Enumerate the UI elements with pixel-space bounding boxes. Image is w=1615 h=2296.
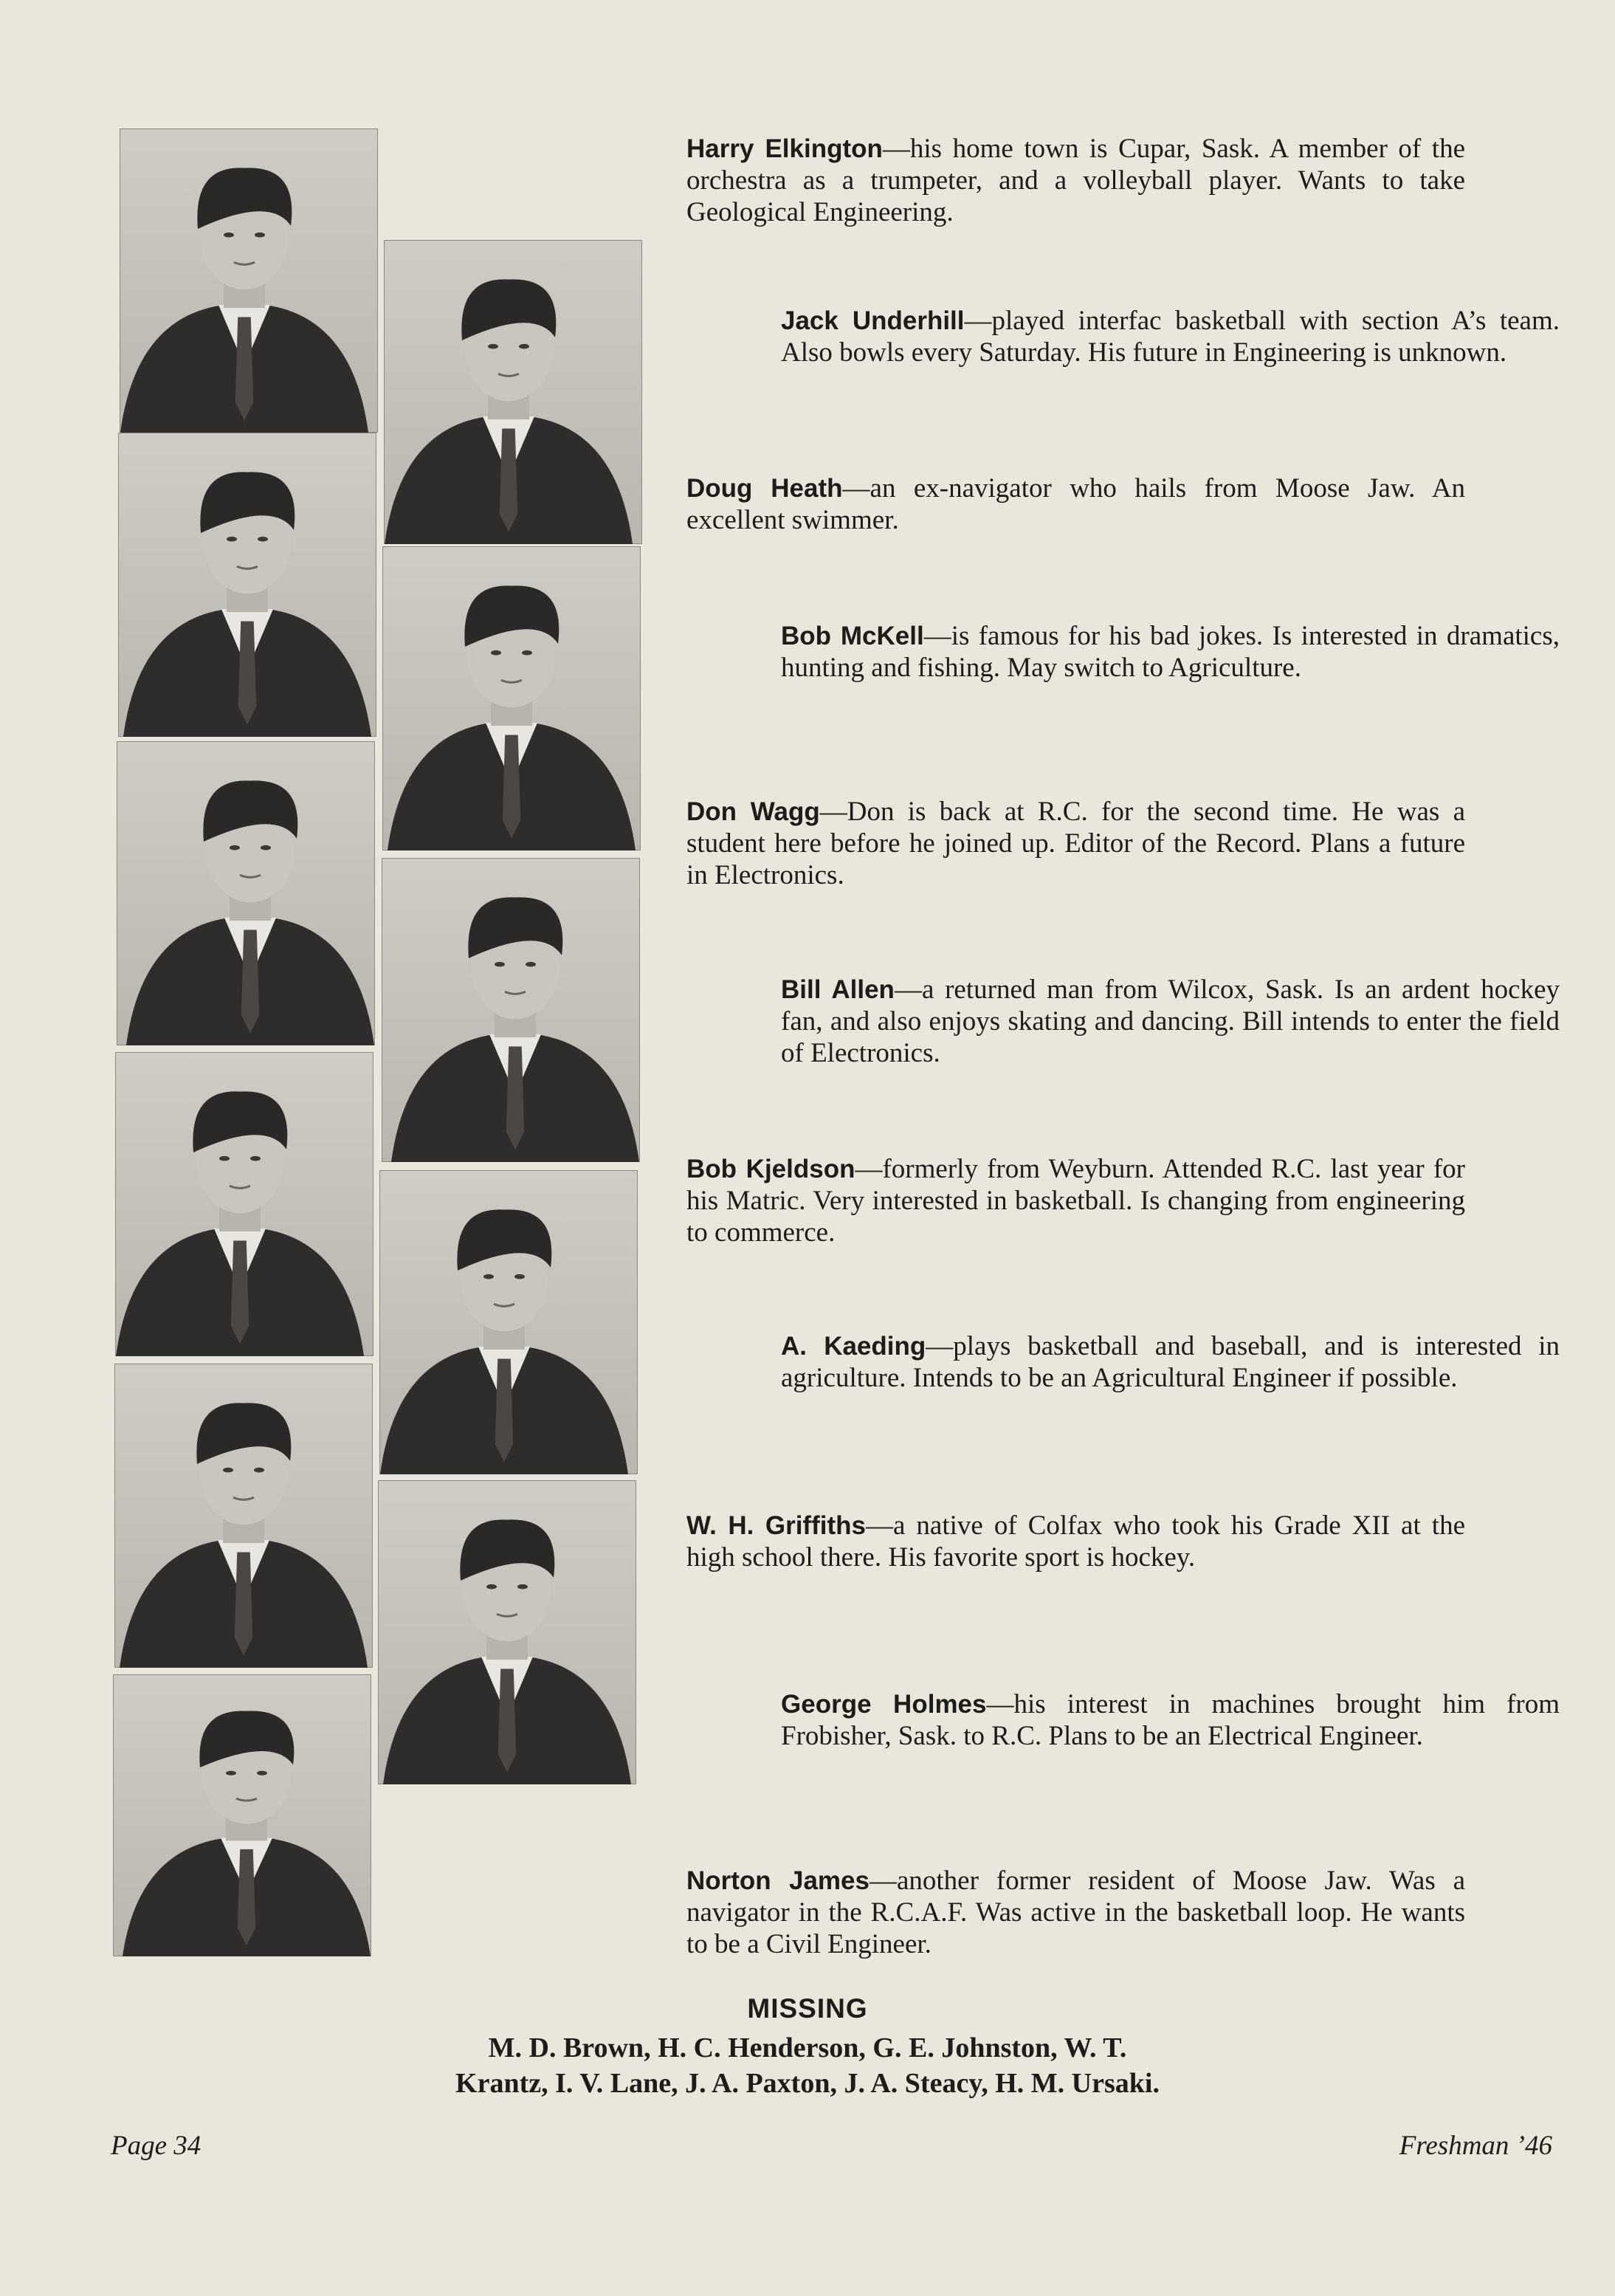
student-description: —is famous for his bad jokes. Is interested in dramatics, hunting and fishing. May switch to Agriculture. [781, 621, 1560, 683]
portrait-silhouette [120, 128, 378, 433]
portrait-photo-harry-elkington [120, 128, 378, 433]
portrait-silhouette [382, 858, 640, 1162]
portrait-silhouette [117, 741, 375, 1045]
page-number: Page 34 [111, 2131, 202, 2161]
portrait-silhouette [113, 1674, 371, 1956]
bio-don-wagg [686, 796, 1465, 891]
portrait-silhouette [114, 1364, 373, 1668]
student-name: A. Kaeding [781, 1332, 926, 1361]
portrait-silhouette [384, 240, 642, 544]
student-description: —Don is back at R.C. for the second time. He was a student here before he joined up. Editor of the Record. Plans a future in Electronics. [686, 797, 1465, 890]
student-name: Bob McKell [781, 622, 924, 650]
student-name: Norton James [686, 1866, 870, 1895]
student-name: W. H. Griffiths [686, 1511, 866, 1540]
student-description: —played interfac basketball with section A’s team. Also bowls every Saturday. His future in Engineering is unknown. [781, 306, 1560, 368]
portrait-silhouette [115, 1052, 373, 1356]
bio-bob-mckell [781, 620, 1560, 684]
student-name: Don Wagg [686, 797, 820, 826]
student-description: —an ex-navigator who hails from Moose Jaw. An excellent swimmer. [686, 473, 1465, 535]
bio-bill-allen [781, 974, 1560, 1069]
student-description: —a returned man from Wilcox, Sask. Is an ardent hockey fan, and also enjoys skating and dancing. Bill intends to enter the field of Electronics. [781, 975, 1560, 1068]
portrait-silhouette [378, 1480, 636, 1784]
bio-harry-elkington [686, 133, 1465, 228]
bio-bob-kjeldson [686, 1153, 1465, 1248]
student-description: —formerly from Weyburn. Attended R.C. last year for his Matric. Very interested in basketball. Is changing from engineering to commerce. [686, 1154, 1465, 1248]
portrait-photo-bill-allen [382, 858, 640, 1162]
portrait-photo-a-kaeding [379, 1170, 638, 1474]
bio-doug-heath [686, 472, 1465, 536]
portrait-photo-bob-kjeldson [115, 1052, 373, 1356]
portrait-photo-don-wagg [117, 741, 375, 1045]
portrait-silhouette [379, 1170, 638, 1474]
student-description: —plays basketball and baseball, and is interested in agriculture. Intends to be an Agricultural Engineer if possible. [781, 1331, 1560, 1393]
student-name: Harry Elkington [686, 134, 883, 163]
portrait-silhouette [118, 433, 376, 737]
portrait-photo-bob-mckell [382, 546, 641, 850]
student-description: —a native of Colfax who took his Grade XII at the high school there. His favorite sport is hockey. [686, 1510, 1465, 1573]
publication-title: Freshman ’46 [1399, 2131, 1552, 2161]
portrait-photo-doug-heath [118, 433, 376, 737]
student-name: Bill Allen [781, 975, 895, 1004]
bio-jack-underhill [781, 305, 1560, 368]
bio-w-h-griffiths [686, 1510, 1465, 1573]
bio-george-holmes [781, 1688, 1560, 1752]
missing-names-line-2: Krantz, I. V. Lane, J. A. Paxton, J. A. Steacy, H. M. Ursaki. [455, 2068, 1160, 2099]
bio-norton-james [686, 1865, 1465, 1960]
student-name: Doug Heath [686, 474, 843, 503]
student-name: Bob Kjeldson [686, 1155, 855, 1183]
portrait-silhouette [382, 546, 641, 850]
student-description: —his home town is Cupar, Sask. A member of the orchestra as a trumpeter, and a volleyball player. Wants to take Geological Engineering. [686, 134, 1465, 227]
bio-a-kaeding [781, 1330, 1560, 1394]
student-name: George Holmes [781, 1690, 987, 1719]
missing-names-line-1: M. D. Brown, H. C. Henderson, G. E. Johnston, W. T. [488, 2032, 1127, 2063]
portrait-photo-w-h-griffiths [114, 1364, 373, 1668]
student-name: Jack Underhill [781, 306, 965, 335]
student-description: —another former resident of Moose Jaw. Was a navigator in the R.C.A.F. Was active in the basketball loop. He wants to be a Civil Engineer. [686, 1866, 1465, 1959]
student-description: —his interest in machines brought him from Frobisher, Sask. to R.C. Plans to be an Electrical Engineer. [781, 1689, 1560, 1751]
portrait-photo-norton-james [113, 1674, 371, 1956]
portrait-photo-george-holmes [378, 1480, 636, 1784]
portrait-photo-jack-underhill [384, 240, 642, 544]
missing-heading: MISSING [747, 1993, 868, 2024]
